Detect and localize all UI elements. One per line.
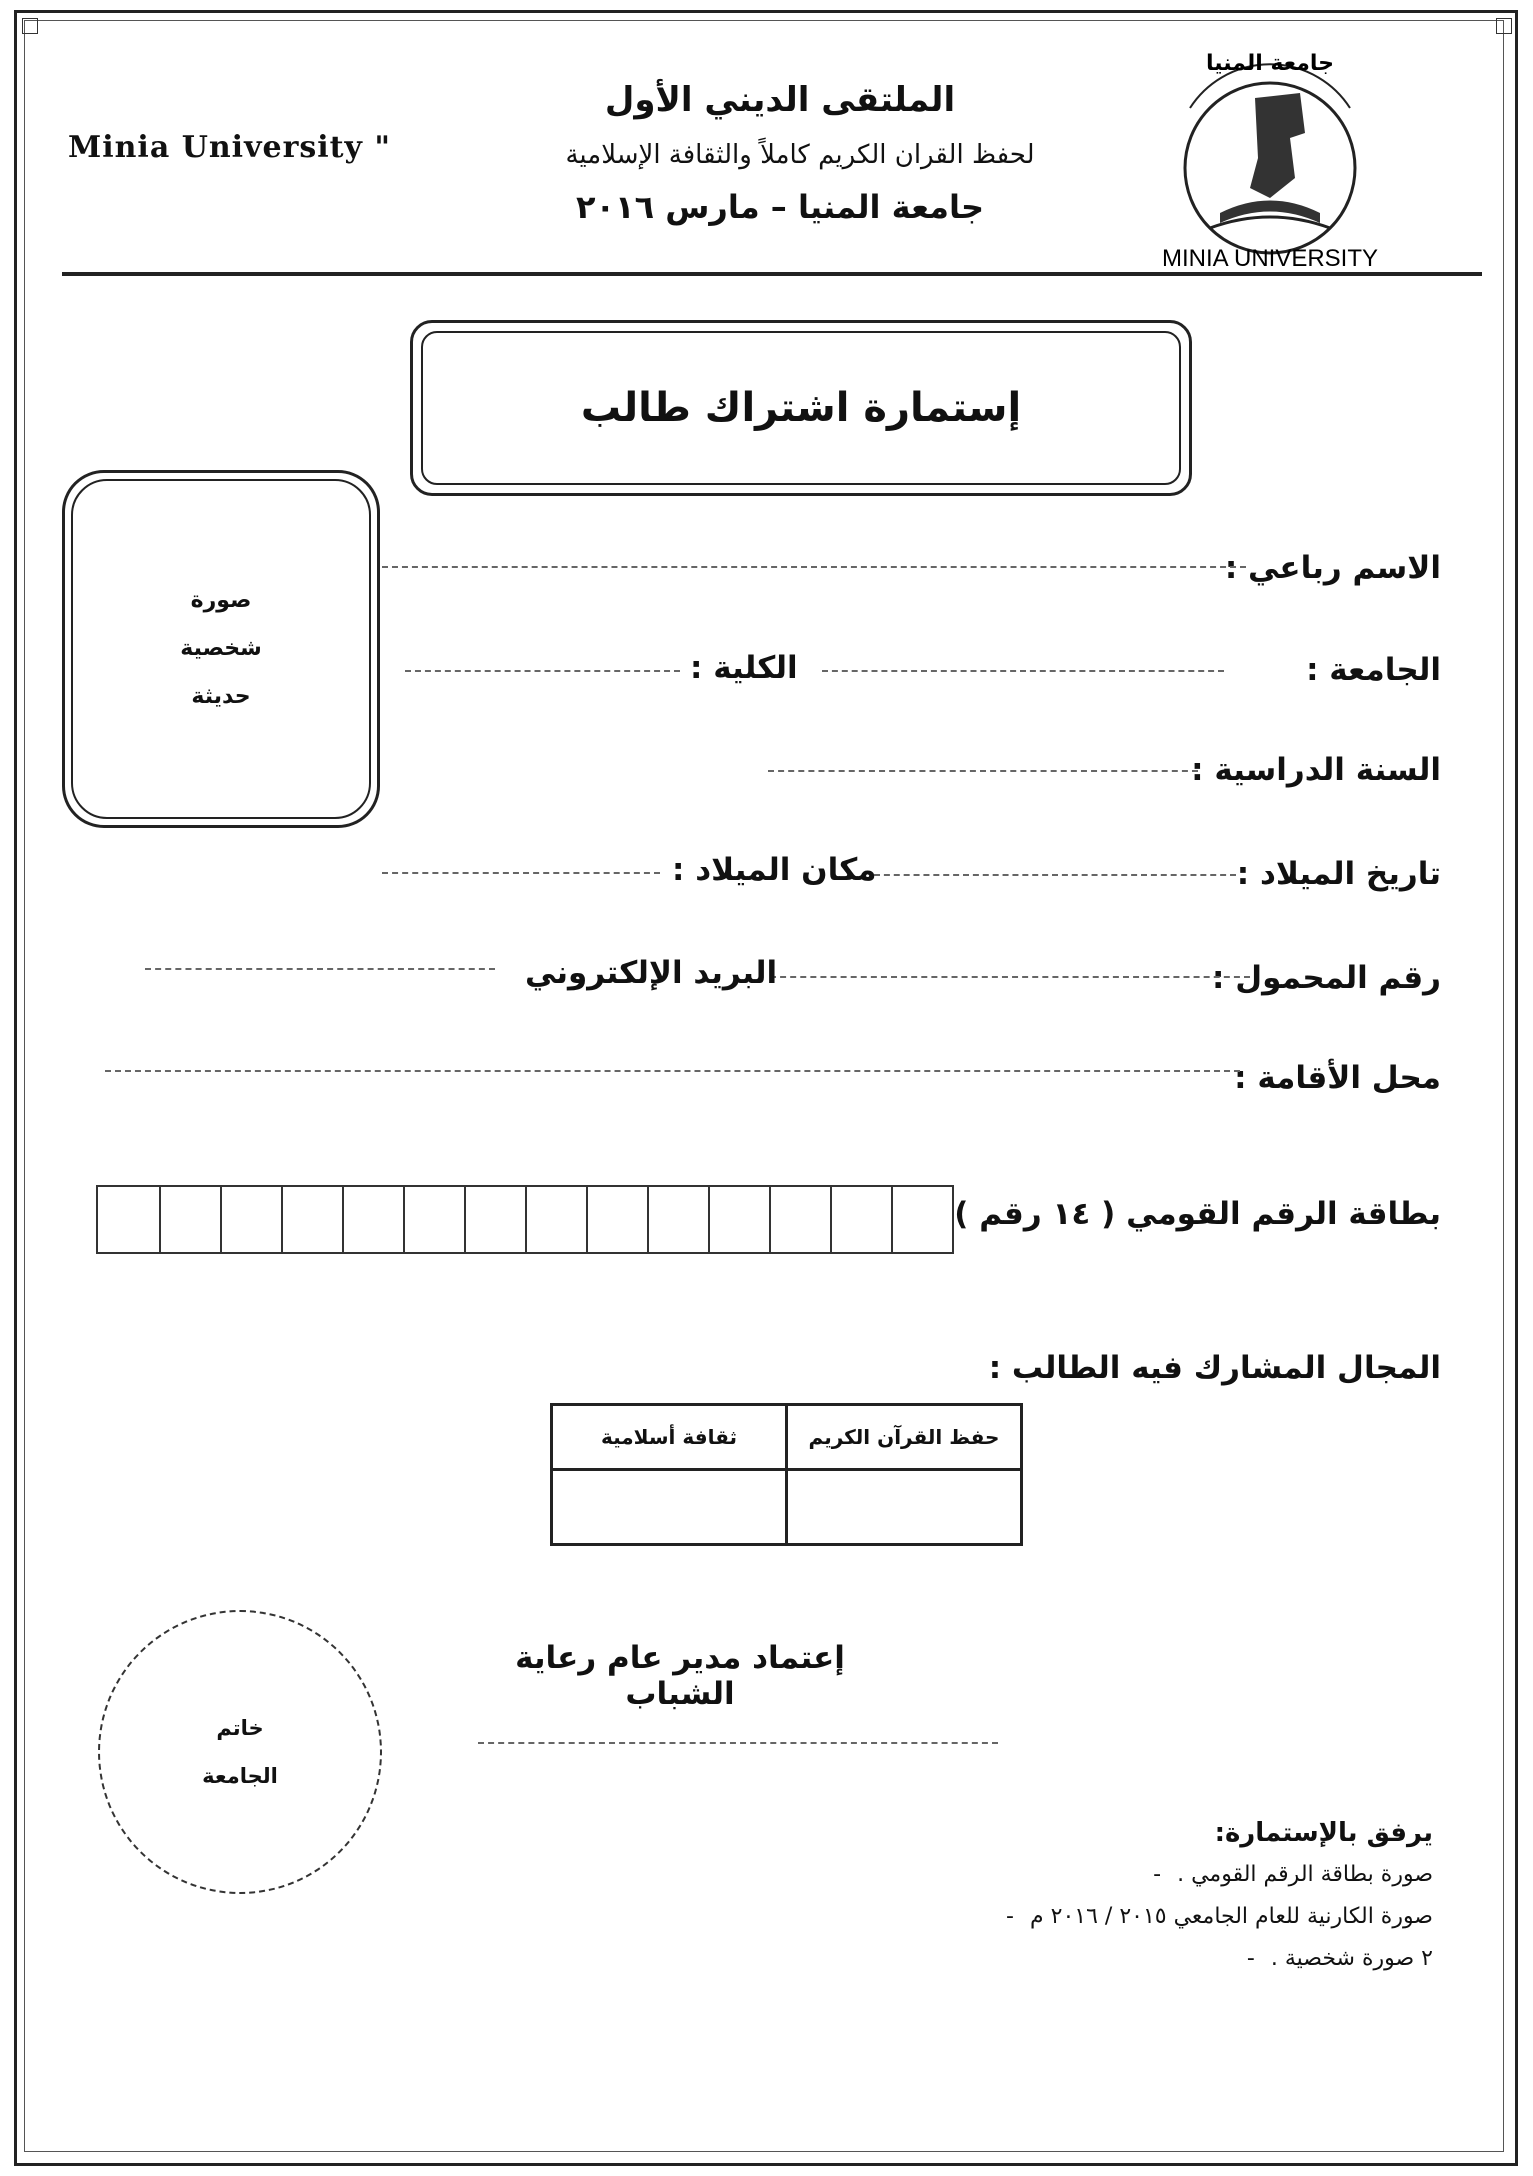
university-english-name: Minia University " [68,130,392,165]
form-title-box [410,320,1192,496]
mobile-label: رقم المحمول : [1212,960,1441,996]
event-date: جامعة المنيا – مارس ٢٠١٦ [575,188,985,226]
id-digit-cell[interactable] [586,1187,647,1252]
university-stamp-circle [98,1610,382,1894]
id-digit-cell[interactable] [708,1187,769,1252]
id-digit-cell[interactable] [769,1187,830,1252]
id-digit-cell[interactable] [220,1187,281,1252]
attachment-item: صورة الكارنية للعام الجامعي ٢٠١٥ / ٢٠١٦ م- [1006,1904,1433,1929]
birth-place-label: مكان الميلاد : [672,852,877,888]
photo-label-line: صورة [190,588,252,613]
full-name-label: الاسم رباعي : [1224,550,1441,586]
id-digit-cell[interactable] [464,1187,525,1252]
attachments-section [990,1818,1433,1980]
residence-field[interactable] [105,1070,1240,1072]
academic-year-field[interactable] [768,770,1198,772]
participation-checkbox-islamic-culture[interactable] [552,1470,787,1545]
national-id-label: بطاقة الرقم القومي ( ١٤ رقم ) [954,1196,1441,1232]
id-digit-cell[interactable] [403,1187,464,1252]
email-field[interactable] [145,968,495,970]
faculty-label: الكلية : [690,650,798,686]
national-id-grid[interactable] [96,1185,954,1254]
participation-checkbox-quran[interactable] [787,1470,1022,1545]
photo-box[interactable] [62,470,380,828]
email-label: البريد الإلكتروني [525,955,778,991]
corner-ornament [1496,18,1512,34]
birth-date-label: تاريخ الميلاد : [1236,856,1441,892]
corner-ornament [22,18,38,34]
logo-arabic-arc: جامعة المنيا [1206,51,1334,76]
university-label: الجامعة : [1306,652,1441,688]
attachments-heading: يرفق بالإستمارة: [1214,1818,1433,1848]
approval-label: إعتماد مدير عام رعاية الشباب [515,1640,845,1712]
id-digit-cell[interactable] [98,1187,159,1252]
faculty-field[interactable] [405,670,680,672]
photo-label-line: حديثة [191,684,251,709]
full-name-field[interactable] [382,566,1246,568]
id-digit-cell[interactable] [647,1187,708,1252]
id-digit-cell[interactable] [525,1187,586,1252]
id-digit-cell[interactable] [159,1187,220,1252]
attachment-item: صورة بطاقة الرقم القومي .- [1153,1862,1433,1887]
id-digit-cell[interactable] [281,1187,342,1252]
nefertiti-book-icon [1210,93,1330,228]
birth-date-field[interactable] [874,874,1236,876]
event-title: الملتقى الديني الأول [604,80,956,120]
stamp-label-line: الجامعة [202,1764,278,1788]
form-title: إستمارة اشتراك طالب [421,331,1181,485]
attachment-item: ٢ صورة شخصية .- [1246,1946,1433,1971]
participation-label: المجال المشارك فيه الطالب : [988,1350,1441,1386]
approval-signature-field[interactable] [478,1742,998,1744]
participation-col-islamic-culture: ثقافة أسلامية [552,1405,787,1470]
university-field[interactable] [822,670,1224,672]
id-digit-cell[interactable] [342,1187,403,1252]
university-logo [1150,38,1390,278]
participation-table [550,1403,1023,1546]
birth-place-field[interactable] [382,872,660,874]
header-divider [62,272,1482,276]
residence-label: محل الأقامة : [1234,1060,1441,1096]
academic-year-label: السنة الدراسية : [1191,752,1441,788]
event-subtitle: لحفظ القران الكريم كاملاً والثقافة الإسلامية [565,140,1035,170]
logo-english-text: MINIA UNIVERSITY [1161,245,1379,272]
id-digit-cell[interactable] [891,1187,952,1252]
mobile-field[interactable] [770,976,1250,978]
participation-col-quran: حفظ القرآن الكريم [787,1405,1022,1470]
photo-label-line: شخصية [180,636,262,661]
stamp-label-line: خاتم [216,1716,264,1740]
id-digit-cell[interactable] [830,1187,891,1252]
